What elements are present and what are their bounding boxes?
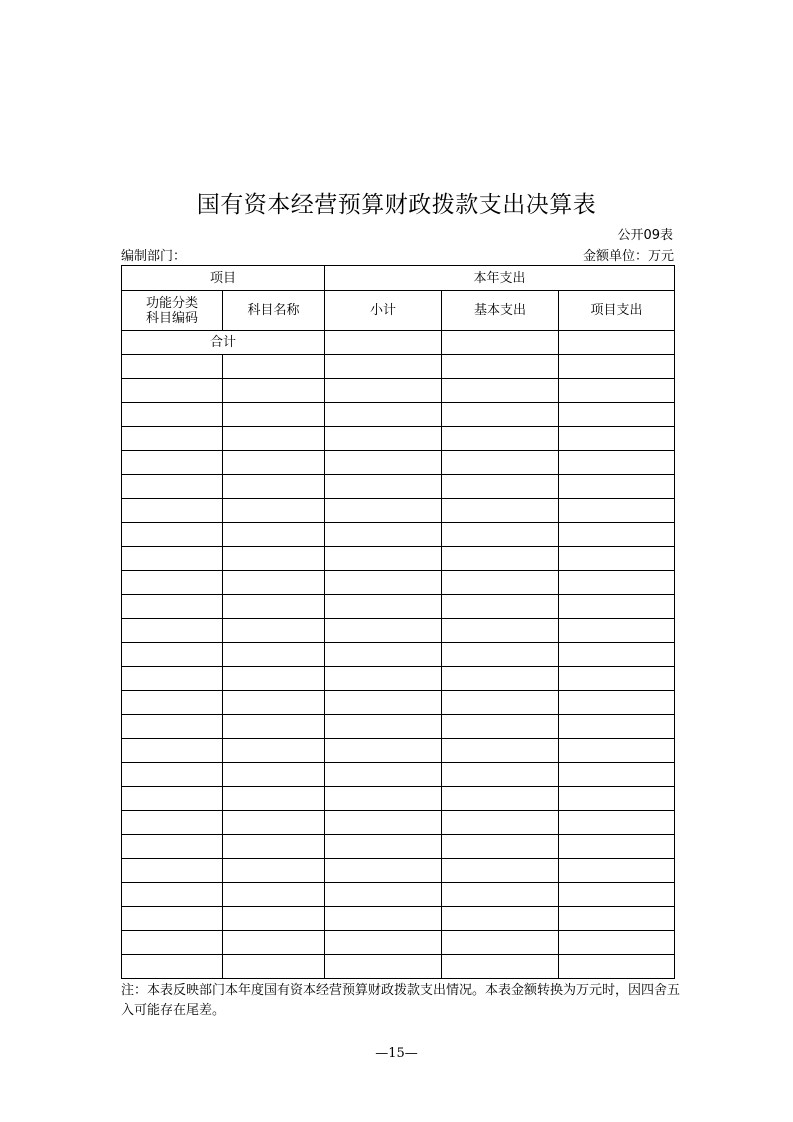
table-row [122,691,675,715]
cell-project [559,355,675,379]
cell-project [559,523,675,547]
cell-name [223,883,325,907]
cell-code [122,667,223,691]
table-row [122,355,675,379]
cell-subtotal [325,379,442,403]
cell-basic [442,571,559,595]
cell-subtotal [325,955,442,979]
cell-name [223,787,325,811]
cell-project [559,427,675,451]
total-basic [442,331,559,355]
cell-subtotal [325,835,442,859]
cell-basic [442,763,559,787]
table-row [122,859,675,883]
cell-name [223,475,325,499]
cell-basic [442,595,559,619]
cell-basic [442,691,559,715]
cell-basic [442,355,559,379]
cell-code [122,811,223,835]
cell-subtotal [325,715,442,739]
cell-project [559,931,675,955]
cell-project [559,643,675,667]
cell-code [122,547,223,571]
cell-project [559,715,675,739]
cell-basic [442,787,559,811]
cell-project [559,403,675,427]
cell-name [223,523,325,547]
table-row [122,595,675,619]
cell-project [559,739,675,763]
cell-subtotal [325,427,442,451]
cell-basic [442,667,559,691]
cell-code [122,739,223,763]
header-code [122,291,223,331]
header-name: 科目名称 [223,291,325,331]
table-row [122,931,675,955]
table-row [122,643,675,667]
cell-code [122,403,223,427]
cell-basic [442,451,559,475]
table-row [122,835,675,859]
cell-project [559,811,675,835]
cell-code [122,907,223,931]
cell-basic [442,643,559,667]
header-expense: 本年支出 [325,266,675,291]
cell-basic [442,955,559,979]
cell-project [559,859,675,883]
cell-name [223,763,325,787]
cell-project [559,787,675,811]
cell-code [122,691,223,715]
cell-subtotal [325,643,442,667]
table-row [122,907,675,931]
cell-basic [442,835,559,859]
cell-subtotal [325,451,442,475]
cell-name [223,643,325,667]
cell-project [559,547,675,571]
cell-name [223,571,325,595]
cell-project [559,835,675,859]
table-row [122,811,675,835]
cell-project [559,595,675,619]
cell-subtotal [325,499,442,523]
cell-name [223,691,325,715]
cell-name [223,379,325,403]
cell-subtotal [325,691,442,715]
cell-basic [442,931,559,955]
cell-code [122,859,223,883]
cell-project [559,883,675,907]
cell-subtotal [325,619,442,643]
table-row [122,403,675,427]
cell-name [223,355,325,379]
cell-project [559,907,675,931]
cell-code [122,787,223,811]
cell-name [223,811,325,835]
cell-project [559,763,675,787]
cell-code [122,619,223,643]
cell-name [223,403,325,427]
cell-code [122,451,223,475]
table-row [122,451,675,475]
total-label: 合计 [122,331,325,355]
cell-basic [442,403,559,427]
table-row [122,499,675,523]
table-row [122,571,675,595]
table-row [122,667,675,691]
cell-project [559,955,675,979]
cell-basic [442,379,559,403]
table-row [122,427,675,451]
cell-name [223,667,325,691]
cell-subtotal [325,523,442,547]
table-row [122,763,675,787]
cell-code [122,955,223,979]
cell-project [559,667,675,691]
cell-basic [442,475,559,499]
header-item: 项目 [122,266,325,291]
table-row [122,379,675,403]
cell-subtotal [325,475,442,499]
cell-code [122,427,223,451]
cell-subtotal [325,547,442,571]
header-project: 项目支出 [559,291,675,331]
cell-basic [442,883,559,907]
cell-basic [442,499,559,523]
cell-code [122,523,223,547]
dept-label: 编制部门： [121,249,187,264]
cell-code [122,355,223,379]
cell-code [122,835,223,859]
cell-code [122,475,223,499]
cell-name [223,739,325,763]
table-row [122,523,675,547]
cell-subtotal [325,811,442,835]
table-row [122,739,675,763]
total-project [559,331,675,355]
table-row [122,475,675,499]
table-row [122,787,675,811]
cell-name [223,595,325,619]
page-title: 国有资本经营预算财政拨款支出决算表 [196,192,597,218]
cell-project [559,499,675,523]
cell-subtotal [325,595,442,619]
header-row-2 [122,291,675,331]
cell-subtotal [325,571,442,595]
cell-code [122,715,223,739]
cell-project [559,619,675,643]
cell-subtotal [325,739,442,763]
cell-subtotal [325,403,442,427]
cell-code [122,595,223,619]
cell-basic [442,859,559,883]
cell-subtotal [325,355,442,379]
cell-project [559,691,675,715]
cell-code [122,379,223,403]
cell-subtotal [325,907,442,931]
total-subtotal [325,331,442,355]
cell-basic [442,547,559,571]
cell-project [559,379,675,403]
cell-project [559,475,675,499]
header-code-line1: 功能分类 [145,295,198,311]
header-code-line2: 科目编码 [145,310,198,326]
page-number: —15— [375,1046,418,1061]
cell-project [559,451,675,475]
cell-subtotal [325,859,442,883]
cell-name [223,547,325,571]
cell-basic [442,811,559,835]
header-row-1 [122,266,675,291]
cell-code [122,763,223,787]
cell-code [122,499,223,523]
cell-name [223,619,325,643]
cell-subtotal [325,883,442,907]
unit-label: 金额单位：万元 [582,249,674,264]
cell-name [223,427,325,451]
cell-code [122,643,223,667]
cell-code [122,931,223,955]
header-basic: 基本支出 [442,291,559,331]
cell-name [223,499,325,523]
expenditure-table [121,265,675,979]
cell-name [223,715,325,739]
cell-name [223,907,325,931]
cell-name [223,931,325,955]
cell-basic [442,523,559,547]
table-row [122,715,675,739]
cell-subtotal [325,763,442,787]
cell-name [223,955,325,979]
table-row [122,883,675,907]
cell-name [223,835,325,859]
cell-code [122,883,223,907]
cell-project [559,571,675,595]
header-subtotal: 小计 [325,291,442,331]
cell-name [223,451,325,475]
cell-basic [442,907,559,931]
table-row [122,547,675,571]
cell-subtotal [325,787,442,811]
cell-basic [442,427,559,451]
form-number: 公开09表 [617,228,673,243]
cell-basic [442,739,559,763]
cell-subtotal [325,931,442,955]
cell-basic [442,619,559,643]
table-row [122,955,675,979]
total-row [122,331,675,355]
cell-name [223,859,325,883]
footnote: 注：本表反映部门本年度国有资本经营预算财政拨款支出情况。本表金额转换为万元时，因四舍五入可能存在尾差。 [121,983,681,1018]
table-row [122,619,675,643]
cell-code [122,571,223,595]
cell-subtotal [325,667,442,691]
cell-basic [442,715,559,739]
